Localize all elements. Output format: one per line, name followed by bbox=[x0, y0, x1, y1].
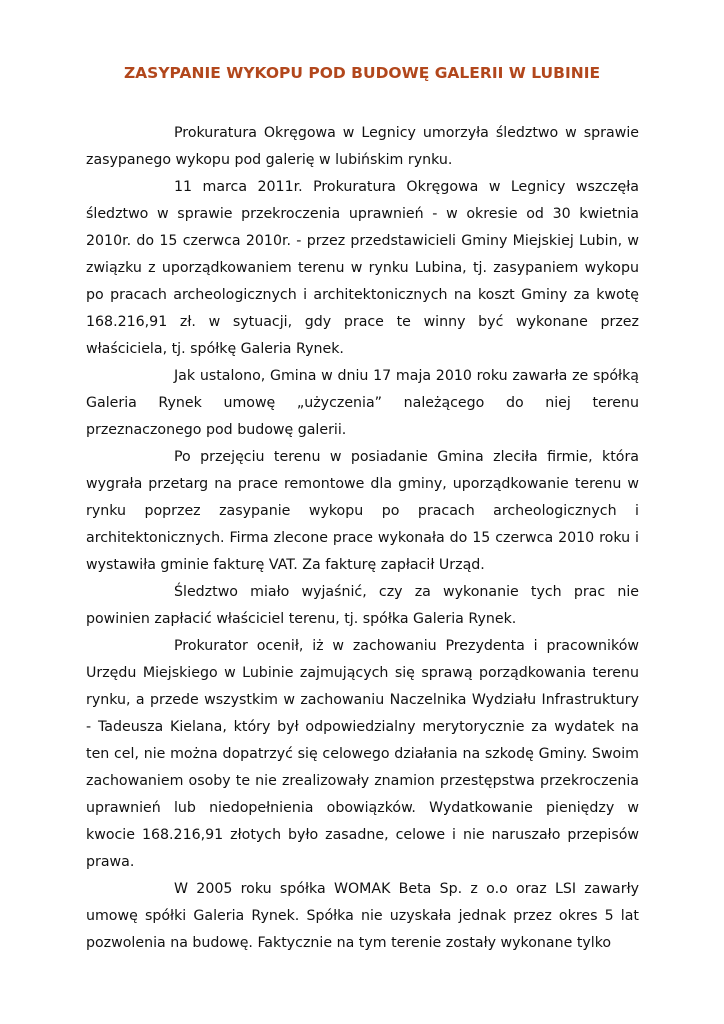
paragraph: Jak ustalono, Gmina w dniu 17 maja 2010 roku zawarła ze spółką Galeria Rynek umowę „użyczenia” należącego do niej terenu przeznaczonego pod budowę galerii. bbox=[86, 368, 639, 438]
paragraph: Prokuratura Okręgowa w Legnicy umorzyła śledztwo w sprawie zasypanego wykopu pod galerię w lubińskim rynku. bbox=[86, 125, 639, 168]
document-title: ZASYPANIE WYKOPU POD BUDOWĘ GALERII W LUBINIE bbox=[123, 64, 601, 82]
paragraph: Po przejęciu terenu w posiadanie Gmina zleciła firmie, która wygrała przetarg na prace remontowe dla gminy, uporządkowanie terenu w rynku poprzez zasypanie wykopu po pracach archeologicznych i architektonicznych. Firma zlecone prace wykonała do 15 czerwca 2010 roku i wystawiła gminie fakturę VAT. Za fakturę zapłacił Urząd. bbox=[86, 449, 639, 573]
paragraph: W 2005 roku spółka WOMAK Beta Sp. z o.o oraz LSI zawarły umowę spółki Galeria Rynek. Spółka nie uzyskała jednak przez okres 5 lat pozwolenia na budowę. Faktycznie na tym terenie zostały wykonane tylko bbox=[86, 881, 639, 951]
paragraph: 11 marca 2011r. Prokuratura Okręgowa w Legnicy wszczęła śledztwo w sprawie przekroczenia uprawnień - w okresie od 30 kwietnia 2010r. do 15 czerwca 2010r. - przez przedstawicieli Gminy Miejskiej Lubin, w związku z uporządkowaniem terenu w rynku Lubina, tj. zasypaniem wykopu po pracach archeologicznych i architektonicznych na koszt Gminy za kwotę 168.216,91 zł. w sytuacji, gdy prace te winny być wykonane przez właściciela, tj. spółkę Galeria Rynek. bbox=[86, 179, 639, 357]
document-body bbox=[86, 120, 639, 958]
paragraph: Prokurator ocenił, iż w zachowaniu Prezydenta i pracowników Urzędu Miejskiego w Lubinie zajmujących się sprawą porządkowania terenu rynku, a przede wszystkim w zachowaniu Naczelnika Wydziału Infrastruktury - Tadeusza Kielana, który był odpowiedzialny merytorycznie za wydatek na ten cel, nie można dopatrzyć się celowego działania na szkodę Gminy. Swoim zachowaniem osoby te nie zrealizowały znamion przestępstwa przekroczenia uprawnień lub niedopełnienia obowiązków. Wydatkowanie pieniędzy w kwocie 168.216,91 złotych było zasadne, celowe i nie naruszało przepisów prawa. bbox=[86, 638, 639, 870]
paragraph: Śledztwo miało wyjaśnić, czy za wykonanie tych prac nie powinien zapłacić właściciel terenu, tj. spółka Galeria Rynek. bbox=[86, 584, 639, 627]
